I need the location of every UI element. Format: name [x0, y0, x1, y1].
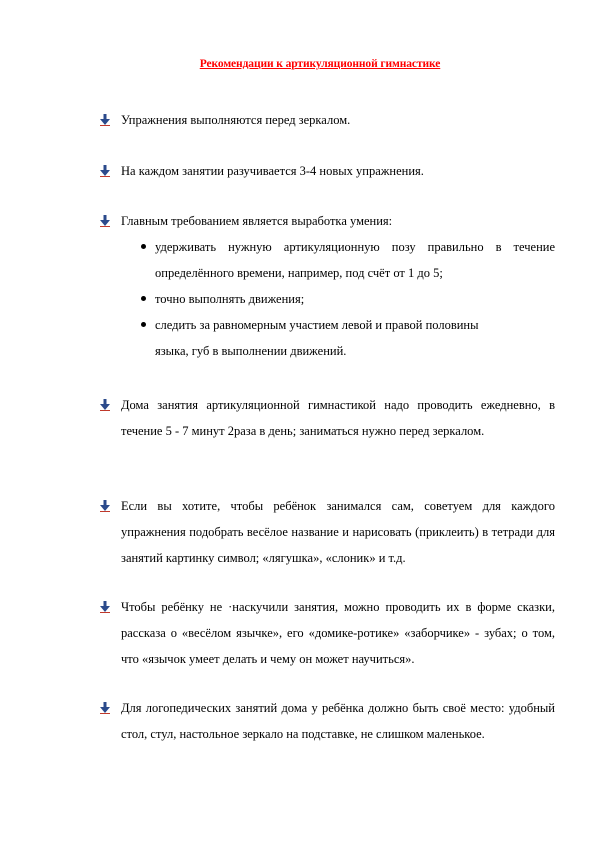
list-item-text: Если вы хотите, чтобы ребёнок занимался сам, советуем для каждого упражнения подобрать весёлое название и нарисовать (приклеить) в тетради для занятий картинку символ; «лягушка», «слоник» и т.д. — [121, 499, 555, 565]
list-item — [121, 493, 555, 571]
list-item-text: Чтобы ребёнку не ·наскучили занятия, можно проводить их в форме сказки, рассказа о «весёлом язычке», его «домике-ротике» «заборчике» - зубах; о том, что «язычок умеет делать и чему он может научиться». — [121, 600, 555, 666]
down-arrow-icon — [100, 601, 110, 613]
list-item-text: Упражнения выполняются перед зеркалом. — [121, 113, 351, 127]
list-item — [121, 695, 555, 747]
sub-list-item — [121, 234, 555, 286]
down-arrow-icon — [100, 702, 110, 714]
list-item-text: На каждом занятии разучивается 3-4 новых упражнения. — [121, 164, 424, 178]
dot-icon — [141, 296, 146, 301]
down-arrow-icon — [100, 215, 110, 227]
down-arrow-icon — [100, 165, 110, 177]
list-item — [121, 107, 555, 133]
down-arrow-icon — [100, 399, 110, 411]
list-item-text: Дома занятия артикуляционной гимнастикой надо проводить ежедневно, в течение 5 - 7 минут 2раза в день; заниматься нужно перед зеркалом. — [121, 398, 555, 438]
dot-icon — [141, 244, 146, 249]
sub-list-item — [121, 286, 555, 312]
down-arrow-icon — [100, 500, 110, 512]
sub-list-item-text: точно выполнять движения; — [155, 292, 305, 306]
list-item — [121, 158, 555, 184]
sub-list-item-text: удерживать нужную артикуляционную позу правильно в течение определённого времени, например, под счёт от 1 до 5; — [155, 240, 555, 280]
down-arrow-icon — [100, 114, 110, 126]
page-title: Рекомендации к артикуляционной гимнастике — [199, 58, 441, 70]
list-item — [121, 594, 555, 672]
sub-list-item — [121, 312, 555, 364]
sub-list — [121, 234, 555, 364]
list-item-text: Главным требованием является выработка умения: — [121, 214, 393, 228]
list-item — [121, 392, 555, 444]
list-item-text: Для логопедических занятий дома у ребёнка должно быть своё место: удобный стол, стул, настольное зеркало на подставке, не слишком маленькое. — [121, 701, 555, 741]
list-item — [121, 208, 555, 364]
sub-list-item-text: следить за равномерным участием левой и правой половины языка, губ в выполнении движений. — [155, 318, 479, 358]
dot-icon — [141, 322, 146, 327]
